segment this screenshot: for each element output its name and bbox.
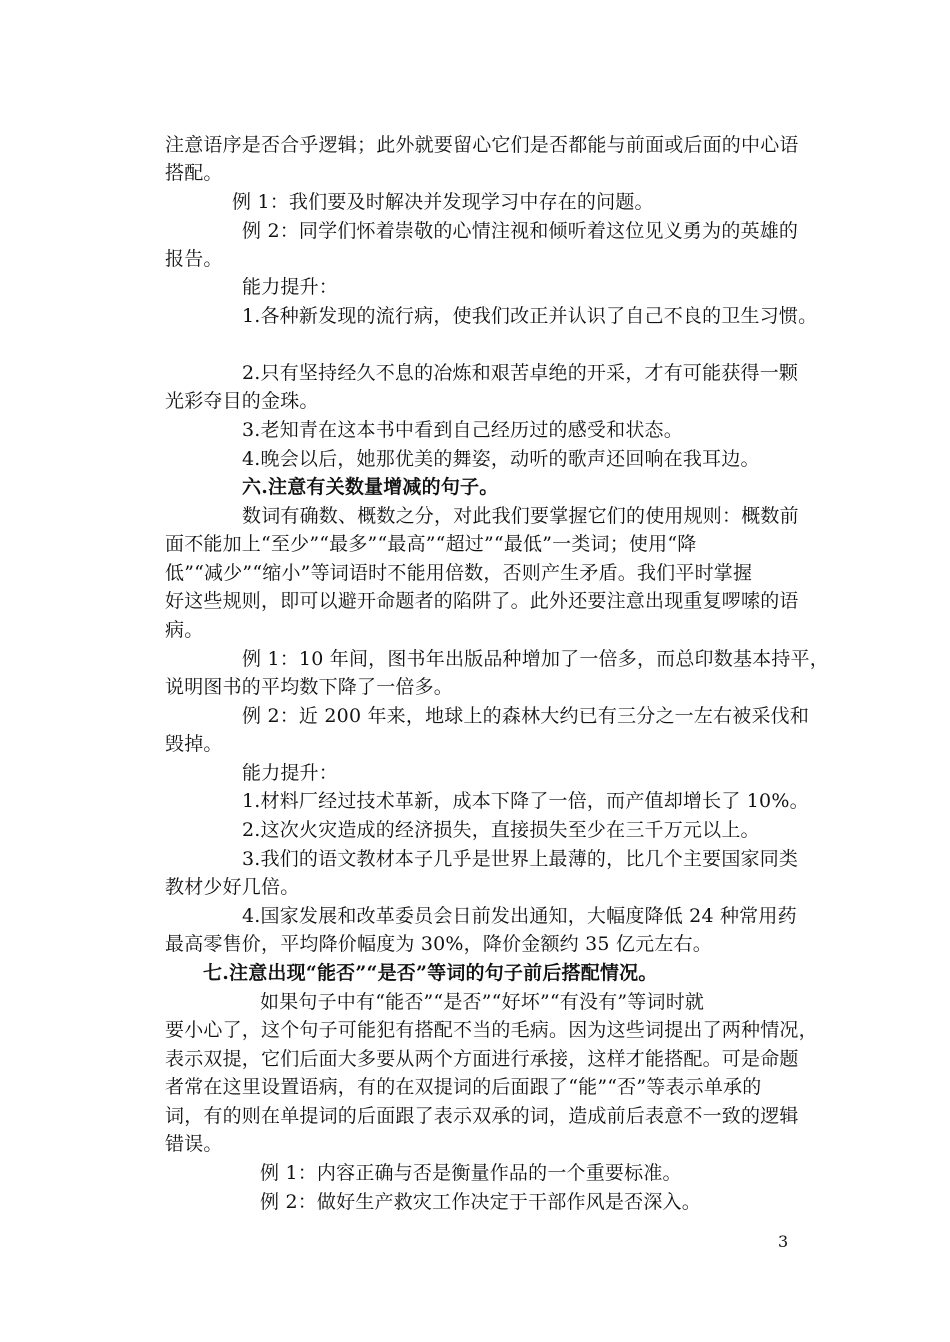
paragraph-line: 错误。 (165, 1133, 223, 1155)
subheading-ability: 能力提升： (242, 276, 339, 298)
exercise-line: 4.晚会以后，她那优美的舞姿，动听的歌声还回响在我耳边。 (242, 448, 760, 470)
paragraph-line: 光彩夺目的金珠。 (165, 390, 319, 412)
exercise-line: 2.只有坚持经久不息的冶炼和艰苦卓绝的开采，才有可能获得一颗 (242, 362, 799, 384)
page-number: 3 (778, 1232, 789, 1251)
exercise-line: 3.老知青在这本书中看到自己经历过的感受和状态。 (242, 419, 683, 441)
exercise-line: 2.这次火灾造成的经济损失，直接损失至少在三千万元以上。 (242, 819, 760, 841)
paragraph-line: 说明图书的平均数下降了一倍多。 (165, 676, 454, 698)
section-heading-6: 六.注意有关数量增减的句子。 (242, 476, 499, 498)
paragraph-line: 最高零售价，平均降价幅度为 30%，降价金额约 35 亿元左右。 (165, 933, 712, 955)
example-line: 例 1：10 年间，图书年出版品种增加了一倍多，而总印数基本持平， (242, 648, 829, 670)
paragraph-line: 教材少好几倍。 (165, 876, 300, 898)
example-line: 例 2：同学们怀着崇敬的心情注视和倾听着这位见义勇为的英雄的 (242, 220, 799, 242)
paragraph-line: 病。 (165, 619, 204, 641)
exercise-line: 3.我们的语文教材本子几乎是世界上最薄的，比几个主要国家同类 (242, 848, 799, 870)
paragraph-line: 低”“减少”“缩小”等词语时不能用倍数，否则产生矛盾。我们平时掌握 (165, 562, 753, 584)
paragraph-line: 词，有的则在单提词的后面跟了表示双承的词，造成前后表意不一致的逻辑 (165, 1105, 799, 1127)
example-line: 例 1：我们要及时解决并发现学习中存在的问题。 (232, 191, 654, 213)
paragraph-line: 者常在这里设置语病，有的在双提词的后面跟了“能”“否”等表示单承的 (165, 1076, 762, 1098)
section-heading-7: 七.注意出现“能否”“是否”等词的句子前后搭配情况。 (203, 962, 658, 984)
paragraph-line: 如果句子中有“能否”“是否”“好坏”“有没有”等词时就 (260, 991, 705, 1013)
paragraph-line: 好这些规则，即可以避开命题者的陷阱了。此外还要注意出现重复啰嗦的语 (165, 590, 799, 612)
example-line: 例 2：近 200 年来，地球上的森林大约已有三分之一左右被采伐和 (242, 705, 810, 727)
exercise-line: 1.材料厂经过技术革新，成本下降了一倍，而产值却增长了 10%。 (242, 790, 809, 812)
exercise-line: 1.各种新发现的流行病，使我们改正并认识了自己不良的卫生习惯。 (242, 305, 818, 327)
example-line: 例 2：做好生产救灾工作决定于干部作风是否深入。 (260, 1191, 701, 1213)
paragraph-line: 面不能加上“至少”“最多”“最高”“超过”“最低”一类词；使用“降 (165, 533, 697, 555)
paragraph-line: 报告。 (165, 248, 223, 270)
exercise-line: 4.国家发展和改革委员会日前发出通知，大幅度降低 24 种常用药 (242, 905, 797, 927)
paragraph-line: 搭配。 (165, 162, 223, 184)
paragraph-line: 表示双提，它们后面大多要从两个方面进行承接，这样才能搭配。可是命题 (165, 1048, 799, 1070)
paragraph-line: 注意语序是否合乎逻辑；此外就要留心它们是否都能与前面或后面的中心语 (165, 134, 799, 156)
subheading-ability: 能力提升： (242, 762, 339, 784)
example-line: 例 1：内容正确与否是衡量作品的一个重要标准。 (260, 1162, 682, 1184)
paragraph-line: 毁掉。 (165, 733, 223, 755)
paragraph-line: 要小心了，这个句子可能犯有搭配不当的毛病。因为这些词提出了两种情况， (165, 1019, 818, 1041)
paragraph-line: 数词有确数、概数之分，对此我们要掌握它们的使用规则：概数前 (242, 505, 799, 527)
